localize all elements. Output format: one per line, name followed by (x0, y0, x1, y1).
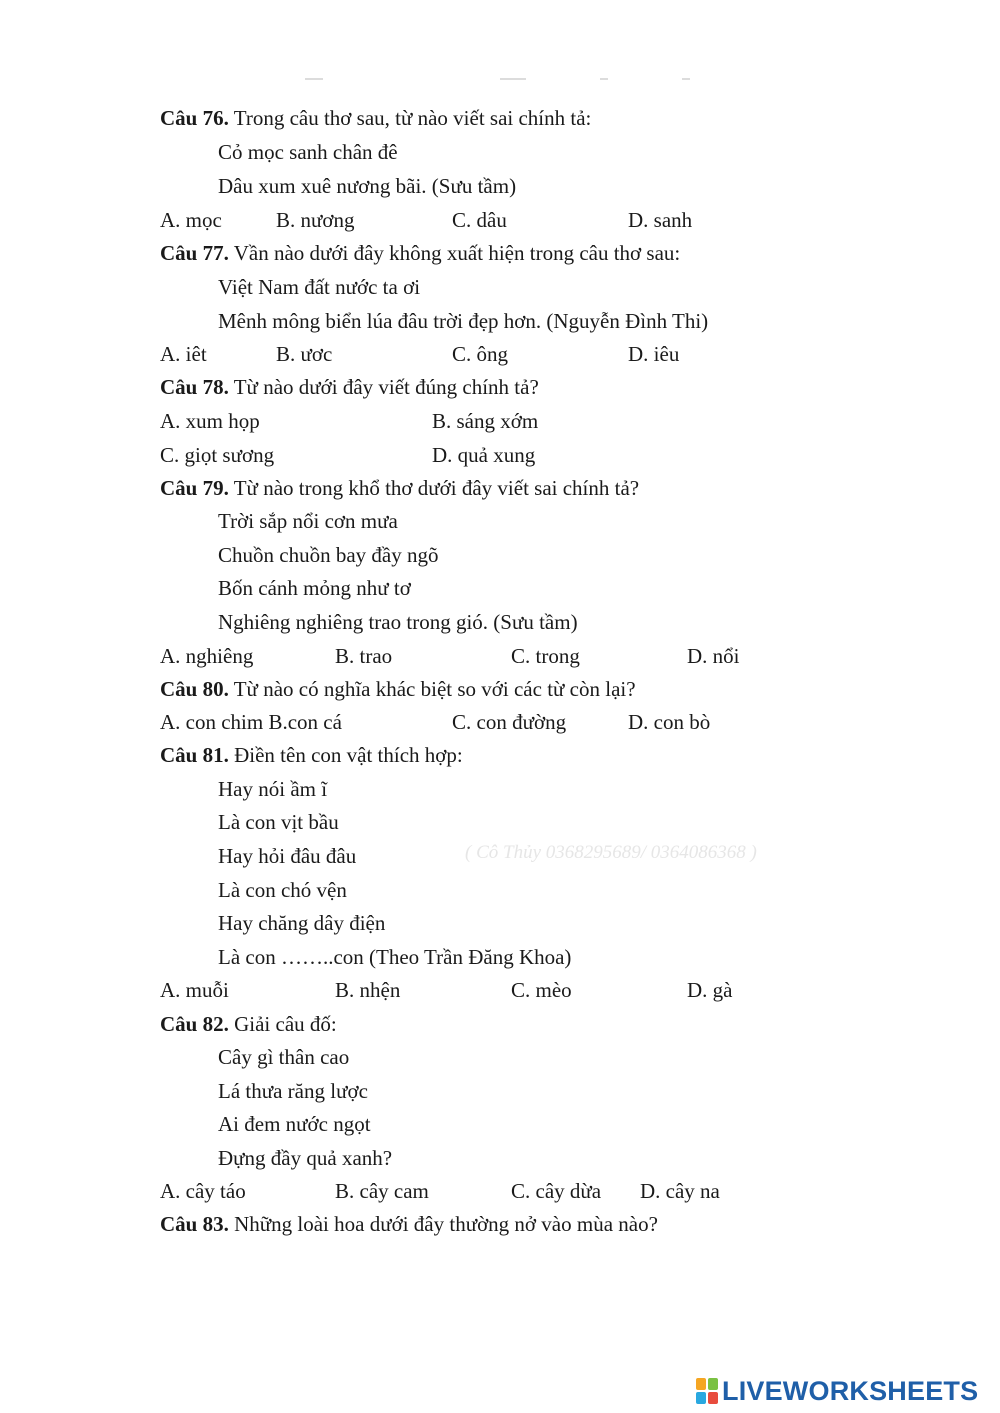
verse-line: Là con ……..con (Theo Trần Đăng Khoa) (218, 945, 572, 969)
option-a: A. nghiêng (160, 644, 254, 668)
verse-line: Là con chó vện (218, 878, 347, 902)
question-number: Câu 83. (160, 1212, 229, 1236)
option-a: A. muỗi (160, 978, 229, 1002)
question-text: Trong câu thơ sau, từ nào viết sai chính tả: (228, 106, 592, 130)
option-a: A. iêt (160, 342, 207, 366)
option-c: C. cây dừa (511, 1179, 602, 1203)
option-a-b: A. con chim B.con cá (160, 710, 342, 734)
option-c: C. con đường (452, 710, 567, 734)
question-83 (160, 1210, 658, 1238)
option-d: D. gà (687, 978, 733, 1002)
question-number: Câu 82. (160, 1012, 229, 1036)
logo-square (708, 1392, 718, 1404)
verse-line: Hay nói ầm ĩ (218, 777, 328, 801)
scan-speck (682, 78, 690, 80)
question-text: Điền tên con vật thích hợp: (228, 743, 463, 767)
question-82 (160, 1010, 337, 1038)
question-number: Câu 76. (160, 106, 229, 130)
option-a: A. cây táo (160, 1179, 246, 1203)
verse-line: Cây gì thân cao (218, 1045, 350, 1069)
question-76 (160, 104, 591, 132)
liveworksheets-logo[interactable] (696, 1374, 978, 1408)
verse-line: Ai đem nước ngọt (218, 1112, 371, 1136)
option-c: C. giọt sương (160, 443, 275, 467)
option-b: B. ươc (276, 342, 333, 366)
question-text: Từ nào trong khổ thơ dưới đây viết sai chính tả? (228, 476, 640, 500)
option-b: B. nương (276, 208, 355, 232)
watermark: ( Cô Thủy 0368295689/ 0364086368 ) (465, 842, 757, 863)
verse-line: Là con vịt bầu (218, 810, 339, 834)
question-80 (160, 675, 636, 703)
verse-line: Bốn cánh mỏng như tơ (218, 576, 411, 600)
option-d: D. nổi (687, 644, 740, 668)
question-text: Giải câu đố: (228, 1012, 337, 1036)
option-b: B. trao (335, 644, 393, 668)
verse-line: Dâu xum xuê nương bãi. (Sưu tầm) (218, 174, 517, 198)
verse-line: Hay chăng dây điện (218, 911, 386, 935)
logo-square (696, 1392, 706, 1404)
question-number: Câu 80. (160, 677, 229, 701)
verse-line: Đựng đầy quả xanh? (218, 1146, 393, 1170)
option-c: C. dâu (452, 208, 507, 232)
option-a: A. mọc (160, 208, 222, 232)
question-text: Từ nào dưới đây viết đúng chính tả? (228, 375, 539, 399)
question-text: Vần nào dưới đây không xuất hiện trong câu thơ sau: (228, 241, 681, 265)
brand-name: LIVEWORKSHEETS (722, 1375, 979, 1406)
question-81 (160, 741, 463, 769)
scan-speck (305, 78, 323, 80)
verse-line: Nghiêng nghiêng trao trong gió. (Sưu tầm) (218, 610, 578, 634)
option-b: B. nhện (335, 978, 401, 1002)
logo-square (696, 1378, 706, 1390)
option-d: D. cây na (640, 1179, 720, 1203)
option-c: C. trong (511, 644, 580, 668)
question-number: Câu 77. (160, 241, 229, 265)
option-d: D. quả xung (432, 443, 536, 467)
logo-square (708, 1378, 718, 1390)
question-text: Từ nào có nghĩa khác biệt so với các từ còn lại? (228, 677, 636, 701)
question-number: Câu 81. (160, 743, 229, 767)
option-c: C. mèo (511, 978, 572, 1002)
question-79 (160, 474, 639, 502)
question-number: Câu 79. (160, 476, 229, 500)
verse-line: Mênh mông biển lúa đâu trời đẹp hơn. (Nguyễn Đình Thi) (218, 309, 709, 333)
verse-line: Cỏ mọc sanh chân đê (218, 140, 398, 164)
liveworksheets-mark-icon (696, 1378, 718, 1404)
question-text: Những loài hoa dưới đây thường nở vào mùa nào? (228, 1212, 658, 1236)
scan-speck (600, 78, 608, 80)
question-78 (160, 373, 539, 401)
option-d: D. sanh (628, 208, 693, 232)
option-c: C. ông (452, 342, 509, 366)
scan-speck (500, 78, 526, 80)
option-b: B. cây cam (335, 1179, 429, 1203)
option-d: D. con bò (628, 710, 711, 734)
option-d: D. iêu (628, 342, 680, 366)
verse-line: Chuồn chuồn bay đầy ngõ (218, 543, 439, 567)
verse-line: Lá thưa răng lược (218, 1079, 368, 1103)
verse-line: Trời sắp nổi cơn mưa (218, 509, 398, 533)
option-b: B. sáng xớm (432, 409, 539, 433)
question-77 (160, 239, 680, 267)
verse-line: Hay hỏi đâu đâu (218, 844, 357, 868)
option-a: A. xum họp (160, 409, 260, 433)
verse-line: Việt Nam đất nước ta ơi (218, 275, 421, 299)
question-number: Câu 78. (160, 375, 229, 399)
